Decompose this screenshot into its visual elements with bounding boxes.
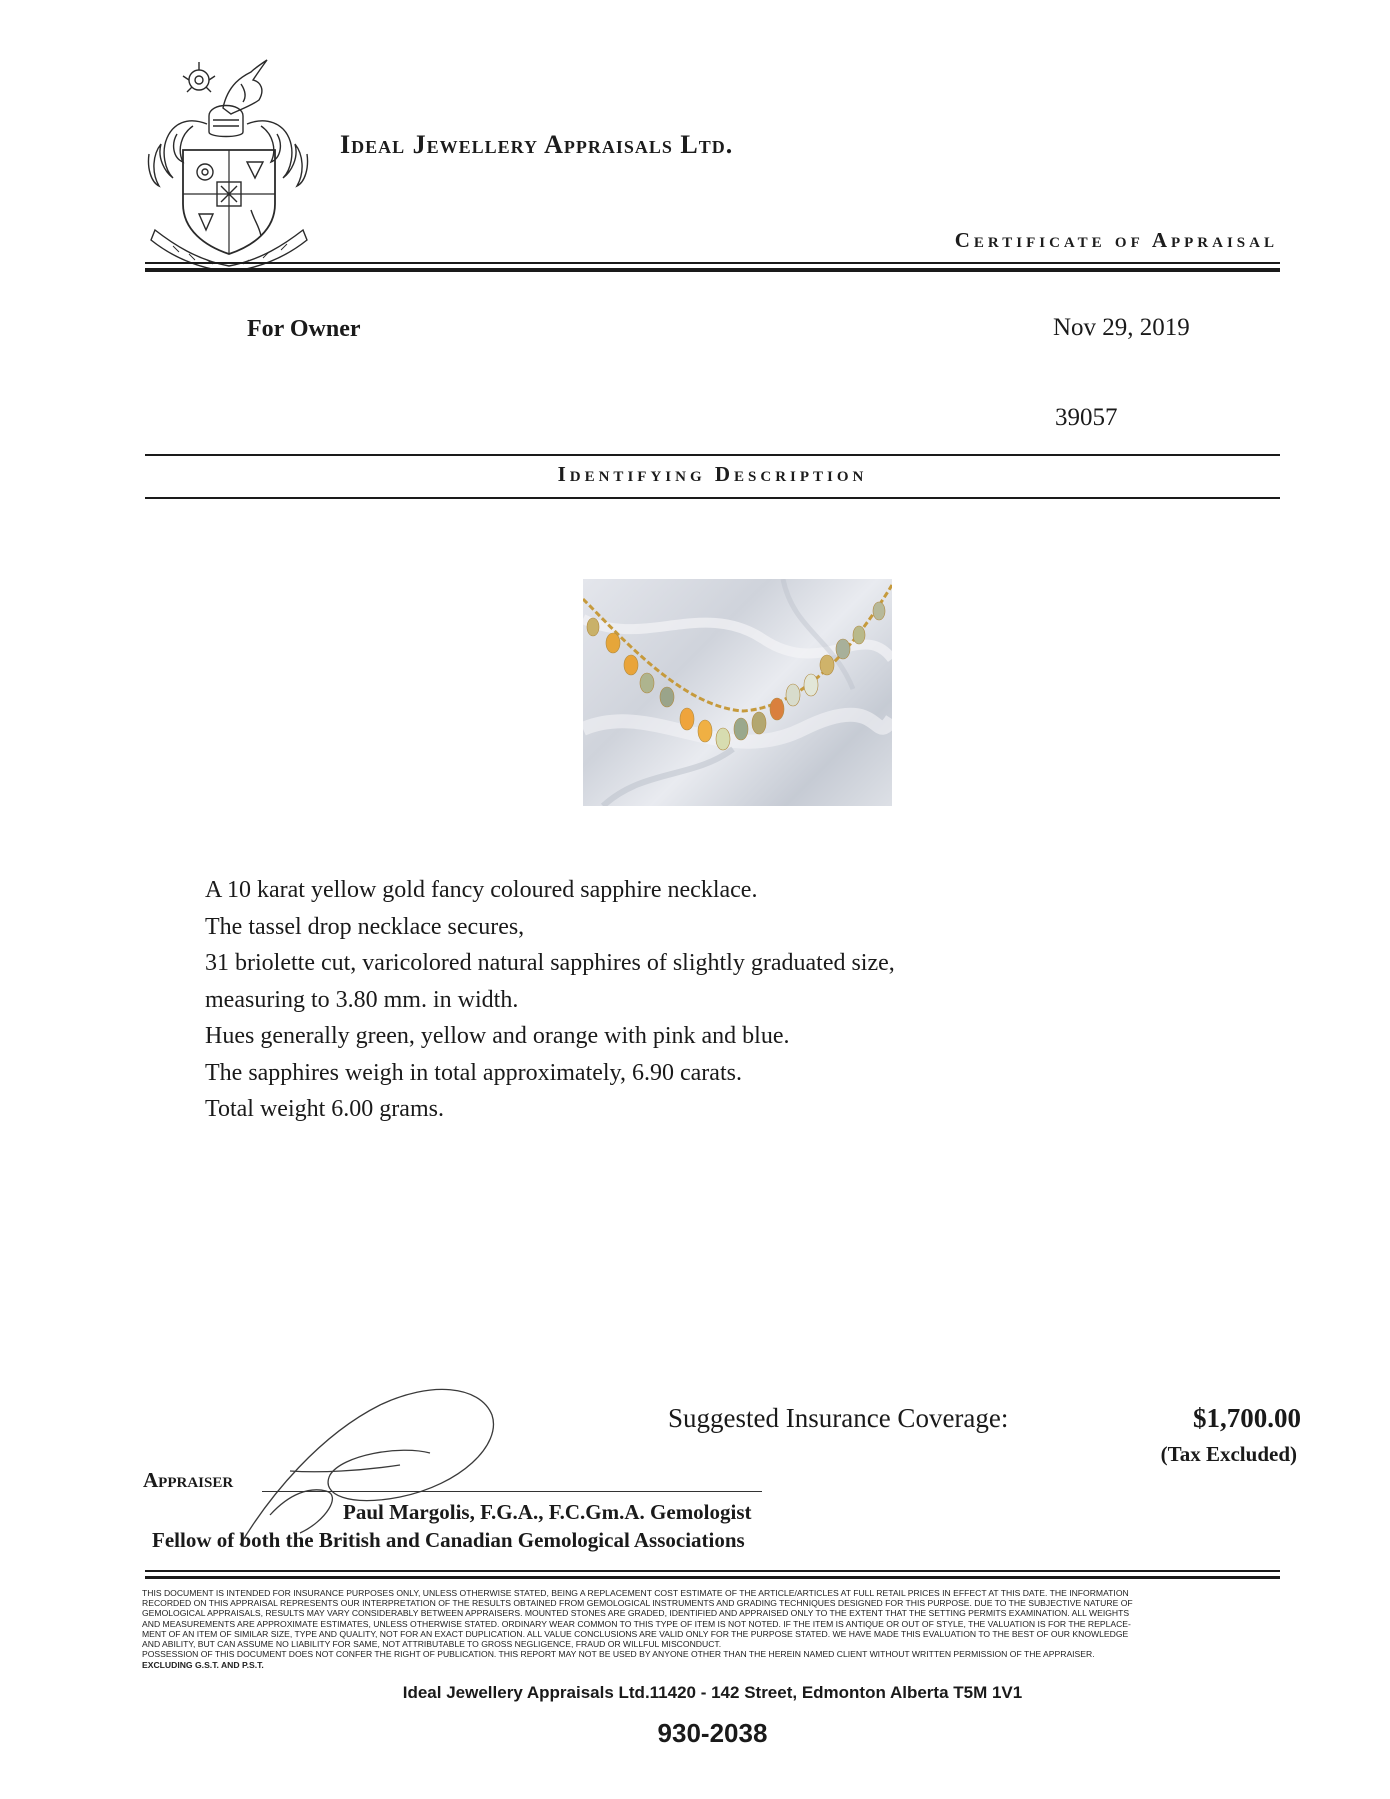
section-rule-top	[145, 454, 1280, 456]
description-line: Total weight 6.00 grams.	[205, 1096, 444, 1122]
description-line: 31 briolette cut, varicolored natural sapphires of slightly graduated size,	[205, 950, 895, 976]
appraiser-fellowship: Fellow of both the British and Canadian Gemological Associations	[152, 1528, 745, 1552]
insurance-coverage-label: Suggested Insurance Coverage:	[668, 1403, 1009, 1433]
tax-note: (Tax Excluded)	[1160, 1442, 1297, 1466]
disclaimer-exclusion: EXCLUDING G.S.T. AND P.S.T.	[142, 1660, 264, 1670]
disclaimer-line: THIS DOCUMENT IS INTENDED FOR INSURANCE PURPOSES ONLY, UNLESS OTHERWISE STATED, BEING A REPLACEMENT COST ESTIMATE OF THE ARTICLE/ARTICLES AT FULL RETAIL PRICES IN EFFECT AT THIS DATE. THE INFORMATION	[142, 1588, 1129, 1598]
appraiser-name: Paul Margolis, F.G.A., F.C.Gm.A. Gemologist	[343, 1500, 752, 1524]
description-line: A 10 karat yellow gold fancy coloured sapphire necklace.	[205, 877, 758, 903]
owner-label: For Owner	[247, 316, 361, 342]
footer-rule-top	[145, 1570, 1280, 1572]
section-rule-bottom	[145, 497, 1280, 499]
certificate-number: 39057	[1055, 404, 1118, 431]
description-line: Hues generally green, yellow and orange with pink and blue.	[205, 1023, 790, 1049]
certificate-date: Nov 29, 2019	[1053, 314, 1190, 341]
insurance-coverage-amount: $1,700.00	[1193, 1403, 1301, 1433]
company-name: Ideal Jewellery Appraisals Ltd.	[340, 130, 734, 159]
section-title: Identifying Description	[557, 462, 868, 486]
signature-line	[262, 1491, 762, 1492]
description-line: measuring to 3.80 mm. in width.	[205, 986, 519, 1013]
disclaimer-line: POSSESSION OF THIS DOCUMENT DOES NOT CONFER THE RIGHT OF PUBLICATION. THIS REPORT MAY NOT BE USED BY ANYONE OTHER THAN THE HEREIN NAMED CLIENT WITHOUT WRITTEN PERMISSION OF THE APPRAISER.	[142, 1649, 1095, 1659]
item-description	[205, 872, 1105, 1128]
appraiser-label: Appraiser	[143, 1468, 234, 1492]
certificate-title: Certificate of Appraisal	[954, 228, 1278, 252]
crest-icon	[143, 54, 315, 272]
disclaimer-line: AND ABILITY, BUT CAN ASSUME NO LIABILITY FOR SAME, NOT ATTRIBUTABLE TO GROSS NEGLIGENCE, FRAUD OR WILLFUL MISCONDUCT.	[142, 1639, 722, 1650]
necklace-photo	[583, 579, 892, 806]
disclaimer-line: GEMOLOGICAL APPRAISALS, RESULTS MAY VARY CONSIDERABLY BETWEEN APPRAISERS. MOUNTED STONES ARE GRADED, IDENTIFIED AND APPRAISED ONLY TO THE EXTENT THAT THE SETTING PERMITS EXAMINATION. ALL WEIGHTS	[142, 1608, 1130, 1619]
description-line: The sapphires weigh in total approximately, 6.90 carats.	[205, 1059, 742, 1086]
disclaimer-line: MENT OF AN ITEM OF SIMILAR SIZE, TYPE AND QUALITY, NOT FOR AN EXACT DUPLICATION. ALL VALUE CONCLUSIONS ARE VALID ONLY FOR THE PURPOSE STATED. WE HAVE MADE THIS EVALUATION TO THE BEST OF OUR KNOWLEDGE	[142, 1628, 1129, 1639]
disclaimer-line: AND MEASUREMENTS ARE APPROXIMATE ESTIMATES, UNLESS OTHERWISE STATED. ORDINARY WEAR COMMON TO THIS TYPE OF ITEM IS NOT NOTED. IF THE ITEM IS ANTIQUE OR OUT OF STYLE, THE VALUATION IS FOR THE REPLACE-	[142, 1618, 1131, 1629]
footer-address: Ideal Jewellery Appraisals Ltd.11420 - 142 Street, Edmonton Alberta T5M 1V1	[402, 1683, 1023, 1702]
footer-rule-bottom	[145, 1576, 1280, 1579]
header-rule-bottom	[145, 268, 1280, 272]
disclaimer-line: RECORDED ON THIS APPRAISAL REPRESENTS OUR INTERPRETATION OF THE RESULTS OBTAINED FROM GEMOLOGICAL INSTRUMENTS AND GRADING TECHNIQUES DESIGNED FOR THIS PURPOSE. DUE TO THE SUBJECTIVE NATURE OF	[142, 1598, 1133, 1609]
disclaimer-possession	[142, 1649, 1282, 1659]
footer-phone: 930-2038	[657, 1718, 768, 1748]
disclaimer	[142, 1588, 1282, 1649]
header-rule-top	[145, 262, 1280, 264]
description-line: The tassel drop necklace secures,	[205, 913, 525, 940]
